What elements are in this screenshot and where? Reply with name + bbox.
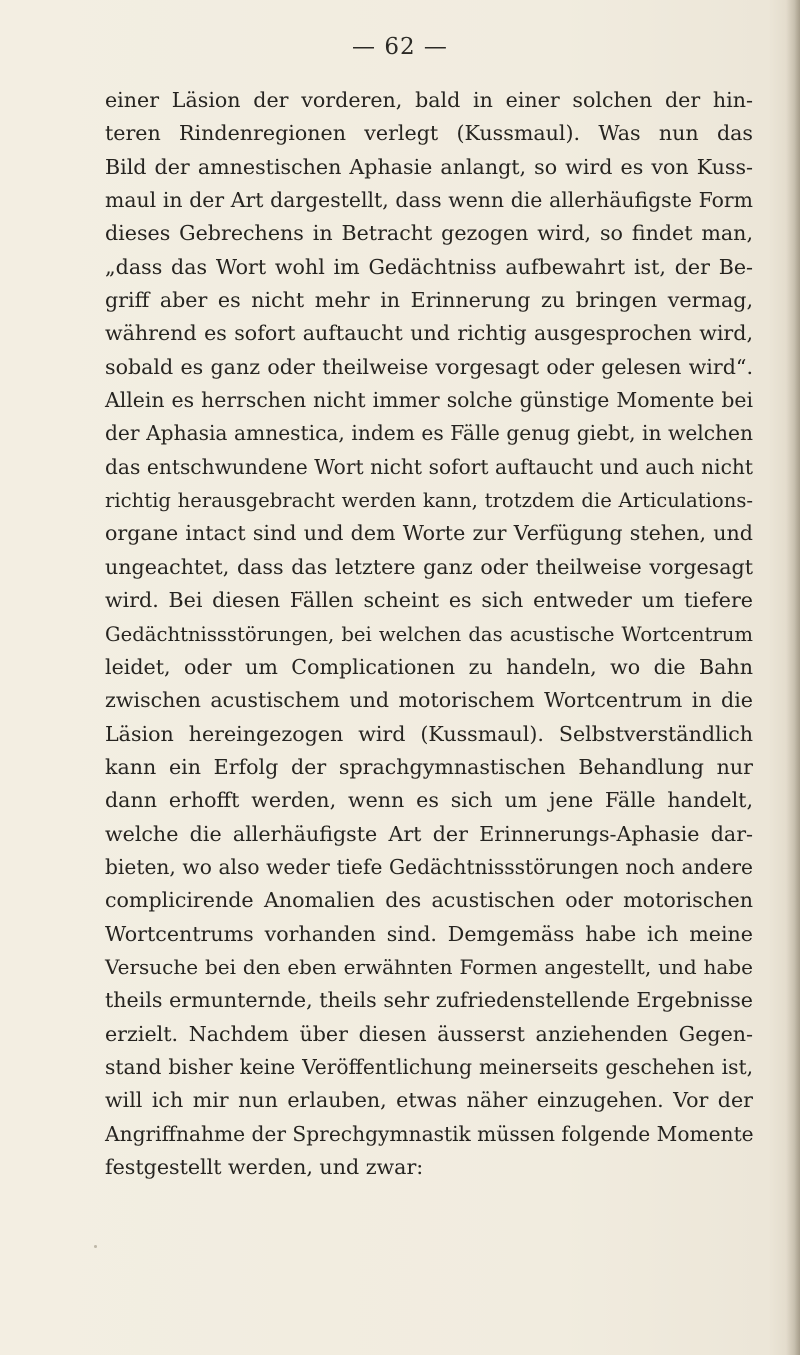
text-line: wird. Bei diesen Fällen scheint es sich entweder um tiefere xyxy=(105,588,753,613)
text-line: zwischen acustischem und motorischem Wortcentrum in die xyxy=(105,688,753,713)
text-line: complicirende Anomalien des acustischen oder motorischen xyxy=(105,888,753,913)
text-line: ungeachtet, dass das letztere ganz oder theilweise vorgesagt xyxy=(105,554,753,579)
text-line: organe intact sind und dem Worte zur Verfügung stehen, und xyxy=(105,521,753,546)
text-line: Gedächtnissstörungen, bei welchen das acustische Wortcentrum xyxy=(105,622,753,646)
text-line: „dass das Wort wohl im Gedächtniss aufbewahrt ist, der Be- xyxy=(105,254,753,279)
text-line: dann erhofft werden, wenn es sich um jene Fälle handelt, xyxy=(105,788,753,813)
text-line: kann ein Erfolg der sprachgymnastischen Behandlung nur xyxy=(105,754,753,779)
text-line: erzielt. Nachdem über diesen äusserst anziehenden Gegen- xyxy=(105,1021,753,1046)
text-line: festgestellt werden, und zwar: xyxy=(105,1155,424,1179)
page-number: — 62 — xyxy=(352,34,448,60)
paper-speck xyxy=(94,1245,97,1248)
text-line: stand bisher keine Veröffentlichung meinerseits geschehen ist, xyxy=(105,1054,753,1079)
text-line: richtig herausgebracht werden kann, trotzdem die Articulations- xyxy=(105,489,753,513)
text-line: Bild der amnestischen Aphasie anlangt, so wird es von Kuss- xyxy=(105,154,753,179)
text-line: leidet, oder um Complicationen zu handeln, wo die Bahn xyxy=(105,654,753,679)
text-line: während es sofort auftaucht und richtig ausgesprochen wird, xyxy=(105,321,753,346)
text-line: Allein es herrschen nicht immer solche günstige Momente bei xyxy=(105,388,753,413)
text-line: sobald es ganz oder theilweise vorgesagt oder gelesen wird“. xyxy=(105,354,753,379)
text-line: griff aber es nicht mehr in Erinnerung zu bringen vermag, xyxy=(105,288,753,313)
text-line: welche die allerhäufigste Art der Erinnerungs-Aphasie dar- xyxy=(105,821,753,846)
text-line: theils ermunternde, theils sehr zufriedenstellende Ergebnisse xyxy=(105,988,753,1013)
text-line: dieses Gebrechens in Betracht gezogen wird, so findet man, xyxy=(105,221,753,246)
text-line: einer Läsion der vorderen, bald in einer solchen der hin- xyxy=(105,88,753,112)
text-line: maul in der Art dargestellt, dass wenn die allerhäufigste Form xyxy=(105,188,753,213)
text-line: will ich mir nun erlauben, etwas näher einzugehen. Vor der xyxy=(105,1088,753,1113)
text-line: Versuche bei den eben erwähnten Formen angestellt, und habe xyxy=(105,954,753,979)
text-line: der Aphasia amnestica, indem es Fälle genug giebt, in welchen xyxy=(105,421,753,446)
text-line: das entschwundene Wort nicht sofort auftaucht und auch nicht xyxy=(105,454,753,479)
text-line: bieten, wo also weder tiefe Gedächtnissstörungen noch andere xyxy=(105,854,753,879)
text-line: teren Rindenregionen verlegt (Kussmaul). Was nun das xyxy=(105,121,753,146)
text-line: Wortcentrums vorhanden sind. Demgemäss habe ich meine xyxy=(105,921,753,946)
text-line: Angriffnahme der Sprechgymnastik müssen folgende Momente xyxy=(105,1121,754,1146)
text-line: Läsion hereingezogen wird (Kussmaul). Selbstverständlich xyxy=(105,721,753,746)
page-edge-shadow xyxy=(786,0,800,1355)
body-text xyxy=(105,84,753,1184)
